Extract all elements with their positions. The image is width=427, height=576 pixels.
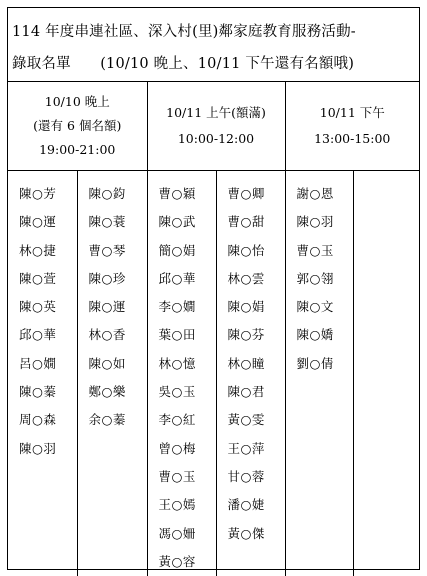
participant-name: 吳○玉 [158,384,196,400]
participant-name: 甘○蓉 [227,468,265,484]
session-date: 10/11 下午 [319,105,385,120]
session-header-afternoon-1011 [285,82,419,171]
title-line-1: 114 年度串連社區、深入村(里)鄰家庭教育服務活動- [12,24,356,40]
participant-name: 葉○田 [158,327,196,343]
participant-name: 林○香 [88,327,126,343]
session-time: 10:00-12:00 [177,131,255,146]
participant-name: 陳○武 [158,214,196,230]
participant-name: 曾○梅 [158,440,196,456]
session-note: (還有 6 個名額) [33,118,122,133]
participant-name: 呂○嫺 [19,355,57,371]
session-time: 19:00-21:00 [39,142,116,157]
session-time: 13:00-15:00 [314,131,391,146]
participant-name: 陳○如 [88,355,126,371]
session-header-evening-1010 [8,82,147,171]
participant-name: 黃○容 [158,553,196,569]
title-block [8,8,419,82]
name-column [216,171,285,576]
participant-name: 馮○姍 [158,525,196,541]
participant-name: 陳○運 [19,214,57,230]
participant-name: 陳○娟 [227,299,265,315]
participant-name: 李○嫺 [158,299,196,315]
participant-name: 林○憶 [158,355,196,371]
names-row [8,171,419,576]
participant-name: 郭○翎 [296,270,334,286]
participant-name: 陳○文 [296,299,334,315]
session-date: 10/11 上午(額滿) [166,105,266,120]
participant-name: 周○森 [19,412,57,428]
name-column [77,171,147,576]
participant-name: 王○萍 [227,440,265,456]
participant-name: 劉○倩 [296,355,334,371]
session-header-row [8,82,419,171]
participant-name: 余○蓁 [88,412,126,428]
participant-name: 潘○婕 [227,497,265,513]
participant-name: 黃○傑 [227,525,265,541]
roster-table [8,82,419,576]
title-line-2: 錄取名單 (10/10 晚上、10/11 下午還有名額哦) [12,56,355,72]
participant-name: 陳○怡 [227,242,265,258]
participant-name: 陳○嬌 [296,327,334,343]
participant-name: 陳○運 [88,299,126,315]
participant-name: 謝○恩 [296,186,334,201]
participant-name: 林○雲 [227,270,265,286]
participant-name: 陳○蓁 [19,384,57,400]
participant-name: 陳○芳 [19,186,57,201]
name-column [353,171,419,576]
name-column [147,171,216,576]
participant-name: 邱○華 [158,270,196,286]
participant-name: 陳○蓑 [88,214,126,230]
participant-name: 曹○卿 [227,186,265,201]
participant-name: 林○瞳 [227,355,265,371]
participant-name: 曹○玉 [158,468,196,484]
roster-document [7,7,420,570]
participant-name: 陳○鈞 [88,186,126,201]
participant-name: 陳○羽 [296,214,334,230]
participant-name: 邱○華 [19,327,57,343]
participant-name: 陳○芬 [227,327,265,343]
participant-name: 陳○萱 [19,270,57,286]
participant-name: 黃○雯 [227,412,265,428]
participant-name: 李○紅 [158,412,196,428]
session-header-morning-1011 [147,82,285,171]
participant-name: 曹○穎 [158,186,196,201]
name-column [285,171,353,576]
participant-name: 陳○英 [19,299,57,315]
participant-name: 王○嫣 [158,497,196,513]
participant-name: 曹○甜 [227,214,265,230]
participant-name: 鄭○樂 [88,384,126,400]
name-column [8,171,77,576]
participant-name: 陳○珍 [88,270,126,286]
session-date: 10/10 晚上 [44,94,110,109]
participant-name: 簡○娟 [158,242,196,258]
participant-name: 曹○玉 [296,242,334,258]
participant-name: 陳○君 [227,384,265,400]
participant-name: 曹○琴 [88,242,126,258]
participant-name: 林○捷 [19,242,57,258]
participant-name: 陳○羽 [19,440,57,456]
